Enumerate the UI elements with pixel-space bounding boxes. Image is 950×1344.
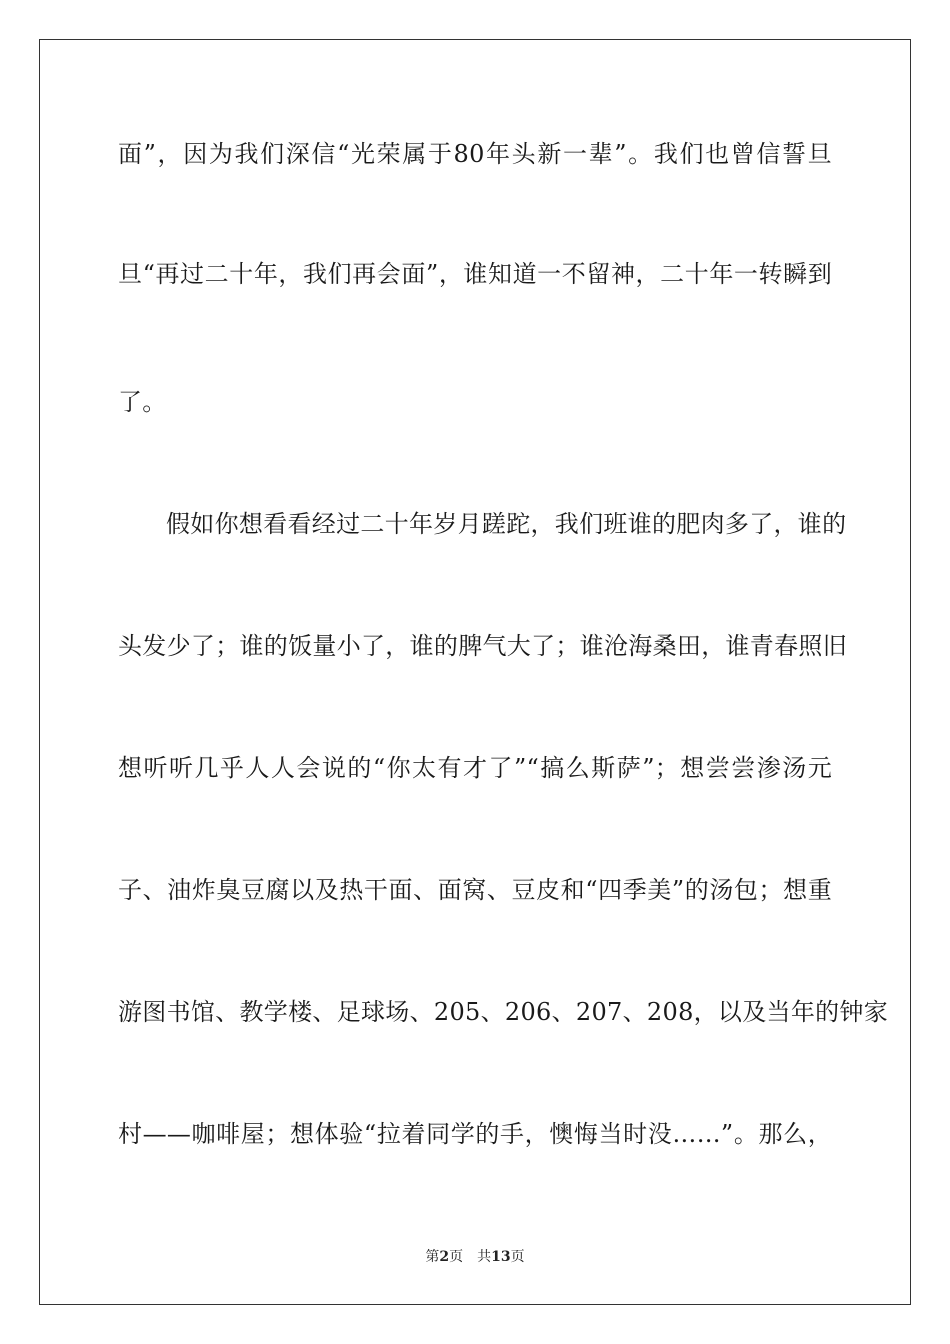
body-line-7: 子、油炸臭豆腐以及热干面、面窝、豆皮和“四季美”的汤包；想重 (118, 876, 832, 904)
body-line-4: 假如你想看看经过二十年岁月蹉跎，我们班谁的肥肉多了，谁的 (166, 510, 847, 538)
page-prefix: 第 (425, 1249, 440, 1265)
body-line-5: 头发少了；谁的饭量小了，谁的脾气大了；谁沧海桑田，谁青春照旧 (118, 632, 847, 660)
total-pages: 13 (491, 1249, 511, 1265)
body-line-9: 村——咖啡屋；想体验“拉着同学的手，懊悔当时没……”。那么， (118, 1120, 832, 1148)
body-line-2: 旦“再过二十年，我们再会面”，谁知道一不留神，二十年一转瞬到 (118, 260, 832, 288)
page-suffix: 页 (449, 1249, 464, 1265)
total-prefix: 共 (477, 1249, 492, 1265)
body-line-8: 游图书馆、教学楼、足球场、205、206、207、208，以及当年的钟家 (118, 998, 889, 1026)
total-suffix: 页 (510, 1249, 525, 1265)
page-footer (0, 1248, 950, 1266)
page-number: 2 (439, 1249, 450, 1265)
body-line-3: 了。 (118, 388, 167, 416)
body-line-1: 面”，因为我们深信“光荣属于80年头新一辈”。我们也曾信誓旦 (118, 140, 832, 168)
page-frame (39, 39, 911, 1305)
body-line-6: 想听听几乎人人会说的“你太有才了”“搞么斯萨”；想尝尝渗汤元 (118, 754, 832, 782)
